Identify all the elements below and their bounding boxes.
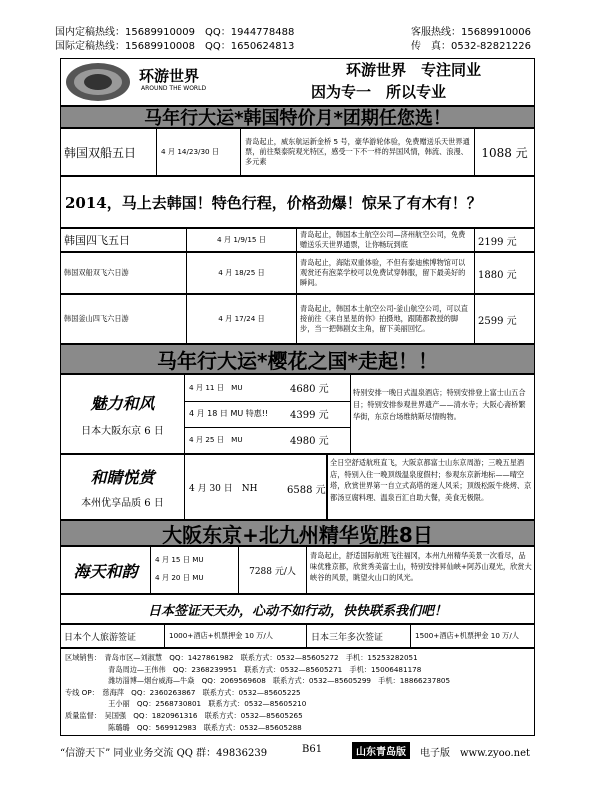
- route-price: 2599 元: [478, 315, 517, 327]
- route-name: 本州优享品质 6 日: [81, 498, 164, 509]
- departure-date: 4 月 30 日 NH: [185, 455, 327, 519]
- contact-line: 青岛周边—王伟伟 QQ：2368239951 联系方式：0532—85605271 手机：15006481178: [65, 664, 422, 674]
- departure-date: 4 月 18 日 MU 特惠!!: [189, 409, 269, 418]
- korea-headline: [60, 176, 535, 228]
- route-name: 韩国四飞五日: [61, 229, 187, 251]
- departure-price: 4399 元: [290, 410, 329, 421]
- route-price: 1880 元: [478, 269, 517, 281]
- service-hotline: 客服热线：15689910006: [411, 27, 531, 38]
- logo-subtitle: AROUND THE WORLD: [141, 85, 207, 92]
- contact-line: 王小丽 QQ：2568730801 联系方式：0532—85605210: [65, 699, 307, 709]
- korea-banner: [60, 106, 535, 128]
- contact-line: 质量监督： 吴国强 QQ：1820961316 联系方式：0532—85605265: [65, 710, 303, 720]
- slogan-line-1: 环游世界 专注同业: [346, 61, 482, 79]
- footer-qq-group: “信游天下” 同业业务交流 QQ 群：49836239: [60, 748, 268, 759]
- route-price: 2199 元: [478, 236, 517, 248]
- route-name: 韩国釜山四飞六日游: [61, 295, 187, 343]
- route-desc: 青岛起止，舒适国际航班飞往福冈，本州九州精华美景一次看尽，品味优雅京都，欣赏秀美富士山，特别安排昇仙峡+阿苏山观光，欣赏大峡谷的风景，眺望火山口的风光。: [310, 551, 532, 582]
- route-desc: 青岛起止，韩国本土航空公司-釜山航空公司，可以直接前往《来自星星的你》拍摄地，跟随都教授的脚步，当一把韩剧女主角，留下美丽回忆。: [297, 295, 475, 343]
- logo-text: 环游世界: [139, 67, 200, 85]
- departures: [151, 547, 239, 593]
- route-title-cell: [61, 375, 185, 453]
- visa-type: 日本个人旅游签证: [61, 625, 165, 647]
- visa-slogan-text: 日本签证天天办，心动不如行动，快快联系我们吧！: [147, 603, 447, 619]
- japan-banner-text: 马年行大运*樱花之国*走起！！: [157, 348, 438, 373]
- slogan-line-2: 因为专一 所以专业: [311, 83, 447, 101]
- japan-route-block: [60, 374, 535, 454]
- contact-line: 区域销售： 青岛市区—刘淑慧 QQ：1427861982 联系方式：0532—85605272 手机：15253282051: [65, 653, 418, 662]
- korea-route-row: [60, 128, 535, 176]
- route-price: 1088 元: [481, 145, 528, 160]
- contact-line: 专线 OP： 慈海萍 QQ：2360263867 联系方式：0532—85605225: [65, 687, 301, 697]
- divider: [327, 455, 328, 519]
- globe-logo-icon: [63, 61, 133, 103]
- divider: [185, 401, 351, 402]
- route-desc: 青岛起止，海陆双重体验，不但有泰迪熊博物馆可以观赏还有泡菜学校可以免费试穿韩服，留下最美好的瞬间。: [297, 253, 475, 293]
- route-title: 和睛悦赏: [90, 468, 155, 487]
- visa-row: [60, 624, 535, 648]
- korea-headline-text: 2014，马上去韩国！特色行程，价格劲爆！惊呆了有木有！？: [65, 193, 482, 212]
- route-desc: 全日空舒适航班直飞，大阪京都富士山东京周游；三晚五星酒店，特别入住一晚顶级温泉度假村；参观东京新地标——晴空塔，欣赏世界第一自立式高塔的迷人风采；顶级松阪牛烧烤、京都汤豆腐料理、温泉百汇自助大餐，美食无极限。: [330, 458, 532, 502]
- route-name: 韩国双船五日: [61, 129, 157, 175]
- departure-price: 6588 元: [287, 485, 326, 496]
- route-title: 海天和韵: [61, 547, 151, 593]
- route-date: 4 月 1/9/15 日: [187, 229, 297, 251]
- korea-route-row: [60, 294, 535, 344]
- departure-date: 4 月 25 日 MU: [189, 435, 243, 444]
- route-desc: 青岛起止，韩国本土航空公司—济州航空公司，免费赠送乐天世界通票，让你畅玩到底: [297, 229, 475, 251]
- page-number: B61: [302, 744, 323, 755]
- route-name: 日本大阪东京 6 日: [81, 426, 164, 437]
- osaka-kyushu-banner: [60, 520, 535, 546]
- edition-url: 电子版 www.zyoo.net: [420, 748, 531, 759]
- route-date: 4 月 18/25 日: [187, 253, 297, 293]
- route-title-cell: [61, 455, 185, 519]
- departure-price: 4680 元: [290, 384, 329, 395]
- route-title: 魅力和风: [90, 394, 155, 413]
- visa-terms: 1000+酒店+机票押金 10 万/人: [165, 625, 307, 647]
- route-desc: 青岛起止，威东航运新金桥 5 号，豪华游轮体验，免费赠送乐天世界通票，前往梨泰院观光特区，感受一下不一样的异国风情，韩流、浪漫、多元素: [241, 129, 475, 175]
- visa-slogan: [60, 594, 535, 624]
- visa-terms: 1500+酒店+机票押金 10 万/人: [415, 631, 519, 640]
- japan-route-block: [60, 454, 535, 520]
- contact-line: 陈璐璐 QQ：569912983 联系方式：0532—85605288: [65, 722, 302, 732]
- korea-banner-text: 马年行大运*韩国特价月*团期任您选！: [144, 108, 451, 129]
- departure-price: 4980 元: [290, 436, 329, 447]
- departure-date: 4 月 20 日 MU: [155, 573, 204, 582]
- route-desc: 特别安排一晚日式温泉酒店；特别安排登上富士山五合目；特别安排参观世界遗产——清水寺；大阪心斋桥繁华街，东京台场维纳斯尽情购物。: [353, 388, 526, 421]
- route-date: 4 月 14/23/30 日: [157, 129, 241, 175]
- osaka-kyushu-banner-text: 大阪东京+北九州精华览胜8日: [162, 522, 433, 547]
- divider: [185, 427, 351, 428]
- japan-banner: [60, 344, 535, 374]
- domestic-hotline: 国内定稿热线：15689910009 QQ：1944778488: [55, 27, 295, 38]
- international-hotline: 国际定稿热线：15689910008 QQ：1650624813: [55, 41, 295, 52]
- departures: [185, 375, 351, 453]
- route-date: 4 月 17/24 日: [187, 295, 297, 343]
- departure-date: 4 月 11 日 MU: [189, 383, 243, 392]
- route-price: 7288 元/人: [239, 547, 307, 593]
- contacts-block: [60, 648, 535, 736]
- edition-badge: 山东青岛版: [352, 742, 410, 759]
- departure-date: 4 月 15 日 MU: [155, 555, 204, 564]
- contact-line: 潍坊淄博—烟台威海—牛焱 QQ：2069569608 联系方式：0532—85605299 手机：18866237805: [65, 676, 451, 686]
- korea-route-row: [60, 252, 535, 294]
- route-name: 韩国双船双飞六日游: [61, 253, 187, 293]
- korea-route-row: [60, 228, 535, 252]
- japan-route-block: [60, 546, 535, 594]
- brand-bar: [60, 58, 535, 106]
- visa-type: 日本三年多次签证: [307, 625, 411, 647]
- fax-number: 传 真：0532-82821226: [411, 41, 531, 52]
